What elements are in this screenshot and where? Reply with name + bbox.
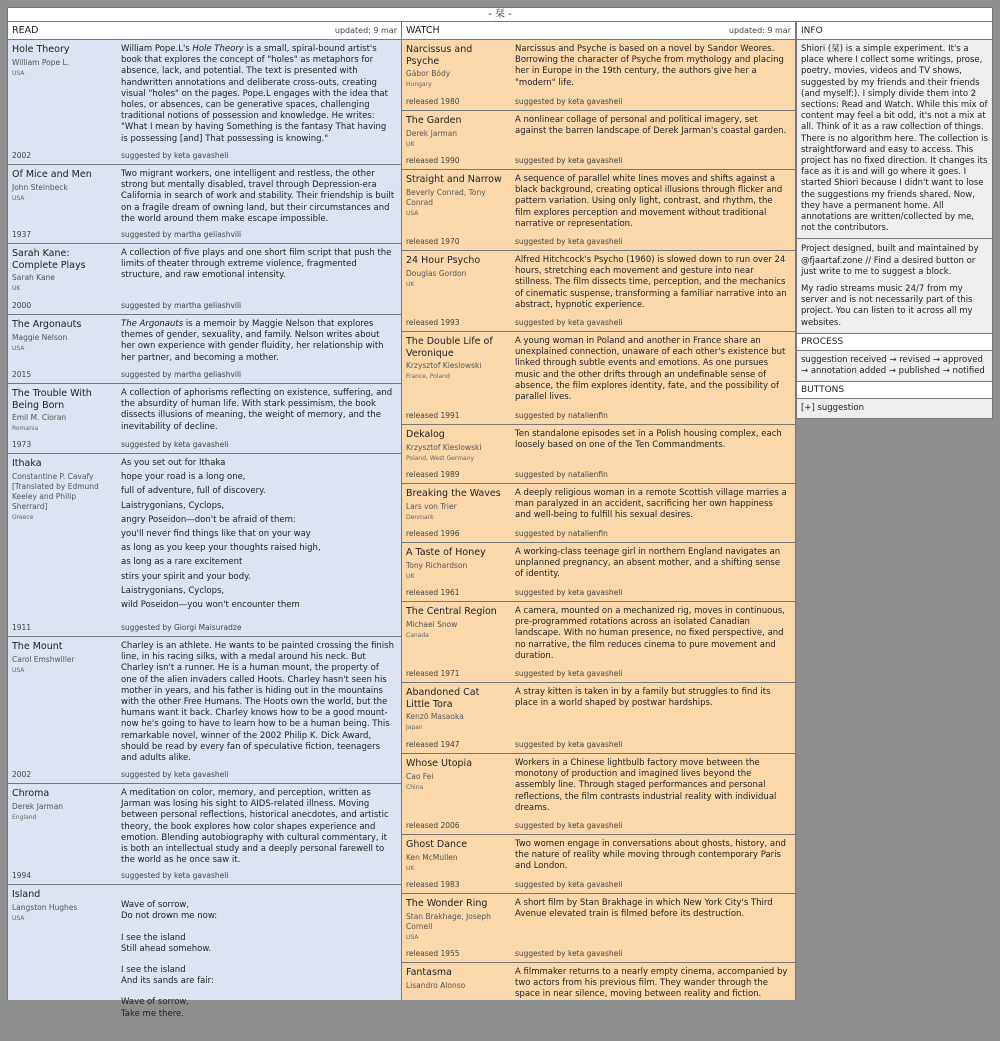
entry-year: released 1971 — [406, 669, 460, 678]
entry-description: William Pope.L's Hole Theory is a small, spiral-bound artist's book that explores the concept of "holes" as metaphors for absence, lack, and potential. The text is presented with handwritten annotations and deliberate cross-outs, creating visual "holes" on the pages. Pope.L engages with the idea that holes, or absences, can be generative spaces, challenging traditional notions of possession and knowledge. He writes: "What I mean by having Something is the fantasy That having is possessing [and] That possessing is knowing." — [121, 44, 388, 144]
entry-suggested-by: suggested by keta gavasheli — [515, 740, 623, 749]
entry-year: released 1989 — [406, 470, 460, 479]
entry-description: A meditation on color, memory, and perception, written as Jarman was losing his sight to AIDS-related illness. Moving between personal reflections, historical anecdotes, and artistic theory, the book explores how color shapes experience and emotion. Blending autobiography with cultural commentary, it is both an intellectual study and a deeply personal farewell to the world as he once saw it. — [121, 788, 389, 866]
watch-entry-a-taste-of-honey[interactable] — [402, 543, 795, 602]
about-text: Shiori (栞) is a simple experiment. It's a place where I collect some writings, prose, poetry, movies, videos and TV shows, suggested by my friends and their friends (and myself:). I simply divide them into 2 sections: Read and Watch. While this mix of content may feel a bit odd, it's not a mix at all. Think of it as a raw collection of things. There is no algorithm here. The collection is straightforward and easy to access. This project has no fixed direction. It changes its face as it is and will go where it goes. I started Shiori because I didn't want to lose the suggestions my friends shared. Now, they have a permanent home. All annotations are written/collected by me, not the contributors. — [801, 44, 988, 234]
entry-poem: As you set out for Ithaka hope your road is a long one, full of adventure, full of discovery. Laistrygonians, Cyclops, angry Poseidon—don't be afraid of them: you'll never find things like that on your way as long as you keep your thoughts raised high, as long as a rare excitement stirs your spirit and your body. Laistrygonians, Cyclops, wild Poseidon—you won't encounter them — [121, 458, 321, 611]
watch-entry-the-central-region[interactable] — [402, 602, 795, 683]
entry-country: Poland, West Germany — [406, 454, 475, 462]
entry-year: released 1990 — [406, 156, 460, 165]
read-entry-the-mount[interactable] — [8, 637, 401, 784]
entry-description: A filmmaker returns to a nearly empty cinema, accompanied by two actors from his previous film. They wander through the space in near silence, moving between reality and fiction. — [515, 967, 788, 1000]
entry-author: Gábor Bódy — [406, 69, 451, 78]
entry-suggested-by: suggested by natalienfin — [515, 470, 608, 479]
entry-description: A young woman in Poland and another in France share an unexplained connection, unaware of each other's existence but linked through subtle events and emotions. As one pursues music and the other drifts through an undefinable sense of absence, the film explores identity, fate, and the possibility of parallel lives. — [515, 336, 786, 403]
entry-year: released 1970 — [406, 237, 460, 246]
info-about — [796, 40, 993, 239]
entry-suggested-by: suggested by martha geliashvili — [121, 370, 242, 379]
entry-author: William Pope L. — [12, 57, 70, 67]
watch-entry-narcissus-and-psyche[interactable] — [402, 40, 795, 111]
entry-suggested-by: suggested by keta gavasheli — [515, 949, 623, 958]
entry-suggested-by: suggested by Giorgi Maisuradze — [121, 623, 242, 632]
entry-description: A collection of aphorisms reflecting on existence, suffering, and the absurdity of human life. With stark pessimism, the book dissects illusions of meaning, the weight of memory, and the inevitability of decline. — [121, 388, 393, 432]
entry-country: USA — [406, 933, 419, 941]
entry-country: USA — [12, 344, 25, 352]
entry-year: released 1996 — [406, 529, 460, 538]
entry-description: A nonlinear collage of personal and political imagery, set against the barren landscape of Derek Jarman's coastal garden. — [515, 115, 787, 137]
radio-text: My radio streams music 24/7 from my server and is not necessarily part of this project. You can listen to it across all my websites. — [801, 284, 973, 328]
entry-year: released 1983 — [406, 880, 460, 889]
entry-author: Douglas Gordon — [406, 268, 467, 278]
entry-suggested-by: suggested by keta gavasheli — [121, 770, 229, 779]
entry-title: Ithaka — [12, 458, 42, 469]
entry-author: Langston Hughes — [12, 902, 78, 912]
entry-title: Hole Theory — [12, 44, 70, 55]
entry-suggested-by: suggested by martha geliashvili — [121, 230, 242, 239]
entry-country: Hungary — [406, 81, 432, 88]
entry-author: Michael Snow — [406, 619, 458, 629]
entry-country: UK — [406, 864, 415, 872]
entry-suggested-by: suggested by keta gavasheli — [515, 237, 623, 246]
entry-year: released 1947 — [406, 740, 460, 749]
watch-entry-ghost-dance[interactable] — [402, 835, 795, 894]
read-entry-the-argonauts[interactable] — [8, 315, 401, 384]
entry-title: A Taste of Honey — [406, 547, 486, 558]
info-column — [796, 22, 993, 419]
entry-suggested-by: suggested by keta gavasheli — [515, 669, 623, 678]
watch-heading: WATCH — [406, 25, 440, 36]
read-column — [7, 22, 402, 1019]
entry-author: Stan Brakhage, Joseph Cornell — [406, 911, 491, 931]
entry-description: Narcissus and Psyche is based on a novel by Sandor Weores. Borrowing the character of Psyche from mythology and placing her in Europe in the 19th century, the authors give her a "modern" life. — [515, 44, 784, 88]
entry-author: Lisandro Alonso — [406, 980, 466, 990]
read-entry-chroma[interactable] — [8, 784, 401, 885]
entry-author: Krzysztof Kieslowski — [406, 442, 482, 452]
entry-suggested-by: suggested by keta gavasheli — [515, 821, 623, 830]
entry-description: A camera, mounted on a mechanized rig, moves in continuous, pre-programmed rotations across an isolated Canadian landscape. With no human presence, no fixed perspective, and no narrative, the film reduces cinema to pure movement and duration. — [515, 606, 785, 661]
entry-title: Breaking the Waves — [406, 488, 501, 499]
entry-title: The Argonauts — [12, 319, 82, 330]
entry-title: Sarah Kane: Complete Plays — [12, 248, 86, 271]
entry-title: Chroma — [12, 788, 50, 799]
entry-description: Two women engage in conversations about ghosts, history, and the nature of reality while moving through contemporary Paris and London. — [515, 839, 786, 872]
entry-country: Canada — [406, 631, 429, 639]
read-entry-ithaka[interactable] — [8, 454, 401, 637]
entry-suggested-by: suggested by keta gavasheli — [515, 97, 623, 106]
entry-author: Kenzō Masaoka — [406, 712, 464, 721]
buttons-heading: BUTTONS — [796, 382, 993, 399]
entry-title: The Wonder Ring — [406, 898, 488, 909]
read-entry-island[interactable] — [8, 885, 401, 1035]
entry-title: Whose Utopia — [406, 758, 473, 769]
entry-description: The Argonauts is a memoir by Maggie Nelson that explores themes of gender, sexuality, and family. Nelson writes about her own experience with gender fluidity, her relationship with her partner, and becoming a mother. — [121, 319, 384, 363]
entry-year: released 1961 — [406, 588, 460, 597]
entry-description: Workers in a Chinese lightbulb factory move between the monotony of production and imagined lives beyond the assembly line. Through staged performances and personal reflections, the film contrasts industrial reality with individual dreams. — [515, 758, 777, 813]
entry-year: 2015 — [12, 370, 32, 379]
entry-description: Alfred Hitchcock's Psycho (1960) is slowed down to run over 24 hours, stretching each movement and gesture into near stillness. The film dissects time, perception, and the mechanics of cinematic suspense, transforming a familiar narrative into an abstract, hypnotic experience. — [515, 255, 787, 310]
info-heading: INFO — [796, 22, 993, 40]
entry-year: released 1980 — [406, 97, 460, 106]
entry-title: The Central Region — [406, 606, 497, 617]
entry-year: 1994 — [12, 871, 32, 880]
entry-author: Sarah Kane — [12, 273, 55, 282]
entry-suggested-by: suggested by keta gavasheli — [121, 151, 229, 160]
entry-country: UK — [406, 140, 415, 148]
entry-country: UK — [12, 285, 21, 292]
entry-suggested-by: suggested by keta gavasheli — [515, 156, 623, 165]
entry-author: Constantine P. Cavafy [Translated by Edmund Keeley and Philip Sherrard] — [12, 471, 99, 511]
entry-country: USA — [12, 666, 25, 674]
entry-title: Abandoned Cat Little Tora — [406, 687, 480, 710]
entry-country: Greece — [12, 513, 34, 521]
watch-entry-breaking-the-waves[interactable] — [402, 484, 795, 543]
credits-text: Project designed, built and maintained by @fjaartaf.zone // Find a desired button or just write to me to suggest a block. — [801, 244, 979, 277]
entry-country: USA — [12, 69, 25, 77]
entry-title: Ghost Dance — [406, 839, 468, 850]
watch-entry-the-garden[interactable] — [402, 111, 795, 170]
entry-year: 1973 — [12, 440, 32, 449]
watch-entry-straight-and-narrow[interactable] — [402, 170, 795, 251]
process-text: suggestion received → revised → approved → annotation added → published → notified — [796, 351, 993, 382]
entry-country: UK — [406, 572, 415, 580]
read-entry-of-mice-and-men[interactable] — [8, 165, 401, 244]
read-updated: updated: 9 mar — [334, 26, 397, 35]
entry-country: USA — [12, 914, 25, 922]
entry-country: USA — [12, 194, 25, 202]
entry-title: The Garden — [406, 115, 462, 126]
watch-header — [402, 22, 795, 40]
entry-title: 24 Hour Psycho — [406, 255, 481, 266]
entry-title: The Trouble With Being Born — [12, 388, 92, 411]
entry-title: Dekalog — [406, 429, 445, 440]
entry-author: Krzysztof Kieslowski — [406, 361, 482, 370]
entry-suggested-by: suggested by keta gavasheli — [515, 318, 623, 327]
watch-entry-fantasma[interactable] — [402, 963, 795, 1033]
entry-country: USA — [406, 209, 419, 217]
entry-author: Derek Jarman — [12, 801, 64, 811]
watch-entry-whose-utopia[interactable] — [402, 754, 795, 835]
site-title: - 栞 - — [7, 7, 993, 22]
watch-entry-double-life-of-veronique[interactable] — [402, 332, 795, 425]
watch-entry-24-hour-psycho[interactable] — [402, 251, 795, 332]
read-heading: READ — [12, 25, 39, 36]
read-entry-trouble-with-being-born[interactable] — [8, 384, 401, 454]
read-entry-sarah-kane[interactable] — [8, 244, 401, 315]
entry-description: A working-class teenage girl in northern England navigates an unplanned pregnancy, an absent mother, and a shifting sense of identity. — [515, 547, 781, 580]
entry-year: released 1955 — [406, 949, 460, 958]
watch-entry-the-wonder-ring[interactable] — [402, 894, 795, 963]
entry-title: Narcissus and Psyche — [406, 44, 473, 67]
entry-suggested-by: suggested by keta gavasheli — [515, 588, 623, 597]
entry-description: A short film by Stan Brakhage in which New York City's Third Avenue elevated train is filmed before its destruction. — [515, 898, 773, 920]
entry-title: The Mount — [12, 641, 63, 652]
entry-country: China — [406, 783, 424, 791]
entry-description: Two migrant workers, one intelligent and restless, the other strong but mentally disabled, travel through Depression-era California in search of work and stability. Their friendship is built on a fragile dream of owning land, but their circumstances and the world around them make escape impossible. — [121, 169, 395, 224]
entry-suggested-by: suggested by martha geliashvili — [121, 301, 242, 310]
entry-year: 2002 — [12, 770, 32, 779]
entry-country: Romania — [12, 425, 39, 432]
read-entry-hole-theory[interactable] — [8, 40, 401, 165]
entry-title: Of Mice and Men — [12, 169, 92, 180]
entry-description: Ten standalone episodes set in a Polish housing complex, each loosely based on one of the Ten Commandments. — [515, 429, 782, 451]
entry-title: Fantasma — [406, 967, 453, 978]
entry-author: Derek Jarman — [406, 128, 458, 138]
process-heading: PROCESS — [796, 334, 993, 351]
info-credits — [796, 239, 993, 333]
entry-author: John Steinbeck — [12, 182, 68, 192]
entry-year: 2002 — [12, 151, 32, 160]
entry-author: Carol Emshwiller — [12, 654, 75, 664]
entry-author: Tony Richardson — [406, 560, 468, 570]
entry-suggested-by: suggested by natalienfin — [515, 411, 608, 420]
entry-poem: Wave of sorrow, Do not drown me now: I see the island Still ahead somehow. I see the island And its sands are fair: Wave of sorrow, Take me there. — [121, 900, 218, 1019]
entry-description: Charley is an athlete. He wants to be painted crossing the finish line, in his racing silks, with a medal around his neck. But Charley isn't a runner. He is a human mount, the property of one of the alien invaders called Hoots. Charley hasn't seen his mother in years, and his father is hiding out in the mountains with the other Free Humans. The Hoots own the world, but the humans want it back. Charley knows how to be a good mount-now he's going to have to learn how to be a human being. This remarkable novel, winner of the 2002 Philip K. Dick Award, should be read by every fan of speculative fiction, teenagers and adults alike. — [121, 641, 394, 764]
entry-suggested-by: suggested by natalienfin — [515, 529, 608, 538]
entry-year: 1937 — [12, 230, 32, 239]
entry-suggested-by: suggested by keta gavasheli — [121, 871, 229, 880]
watch-entry-dekalog[interactable] — [402, 425, 795, 484]
entry-country: UK — [406, 280, 415, 288]
entry-description: A stray kitten is taken in by a family but struggles to find its place in a world shaped by postwar hardships. — [515, 687, 771, 709]
read-header — [8, 22, 401, 40]
entry-author: Cao Fei — [406, 771, 434, 781]
entry-author: Ken McMullen — [406, 852, 458, 862]
entry-title: Straight and Narrow — [406, 174, 502, 185]
entry-year: 1911 — [12, 623, 32, 632]
entry-title: The Double Life of Veronique — [406, 336, 493, 359]
entry-suggested-by: suggested by keta gavasheli — [121, 440, 229, 449]
entry-author: Emil M. Cioran — [12, 413, 67, 422]
watch-column — [402, 22, 796, 1000]
watch-updated: updated: 9 mar — [728, 26, 791, 35]
entry-author: Beverly Conrad, Tony Conrad — [406, 187, 486, 207]
entry-author: Lars von Trier — [406, 501, 457, 511]
entry-country: Japan — [406, 724, 423, 731]
entry-country: England — [12, 813, 37, 821]
entry-title: Island — [12, 889, 41, 900]
entry-country: Denmark — [406, 513, 434, 521]
entry-year: released 2006 — [406, 821, 460, 830]
entry-year: released 1991 — [406, 411, 460, 420]
suggestion-button[interactable]: [+] suggestion — [796, 399, 993, 419]
entry-year: 2000 — [12, 301, 32, 310]
watch-entry-abandoned-cat-little-tora[interactable] — [402, 683, 795, 754]
entry-suggested-by: suggested by keta gavasheli — [515, 880, 623, 889]
entry-description: A collection of five plays and one short film script that push the limits of theater through extreme violence, fragmented structure, and raw emotional intensity. — [121, 248, 392, 281]
entry-author: Maggie Nelson — [12, 332, 68, 342]
entry-country: France, Poland — [406, 373, 450, 380]
entry-description: A deeply religious woman in a remote Scottish village marries a man paralyzed in an accident, sacrificing her own happiness and well-being to fulfill his sexual desires. — [515, 488, 787, 521]
entry-description: A sequence of parallel white lines moves and shifts against a black background, creating optical illusions through flicker and pattern variation. Using only light, contrast, and rhythm, the film explores perception and movement without traditional narrative or representation. — [515, 174, 783, 229]
entry-year: released 1993 — [406, 318, 460, 327]
